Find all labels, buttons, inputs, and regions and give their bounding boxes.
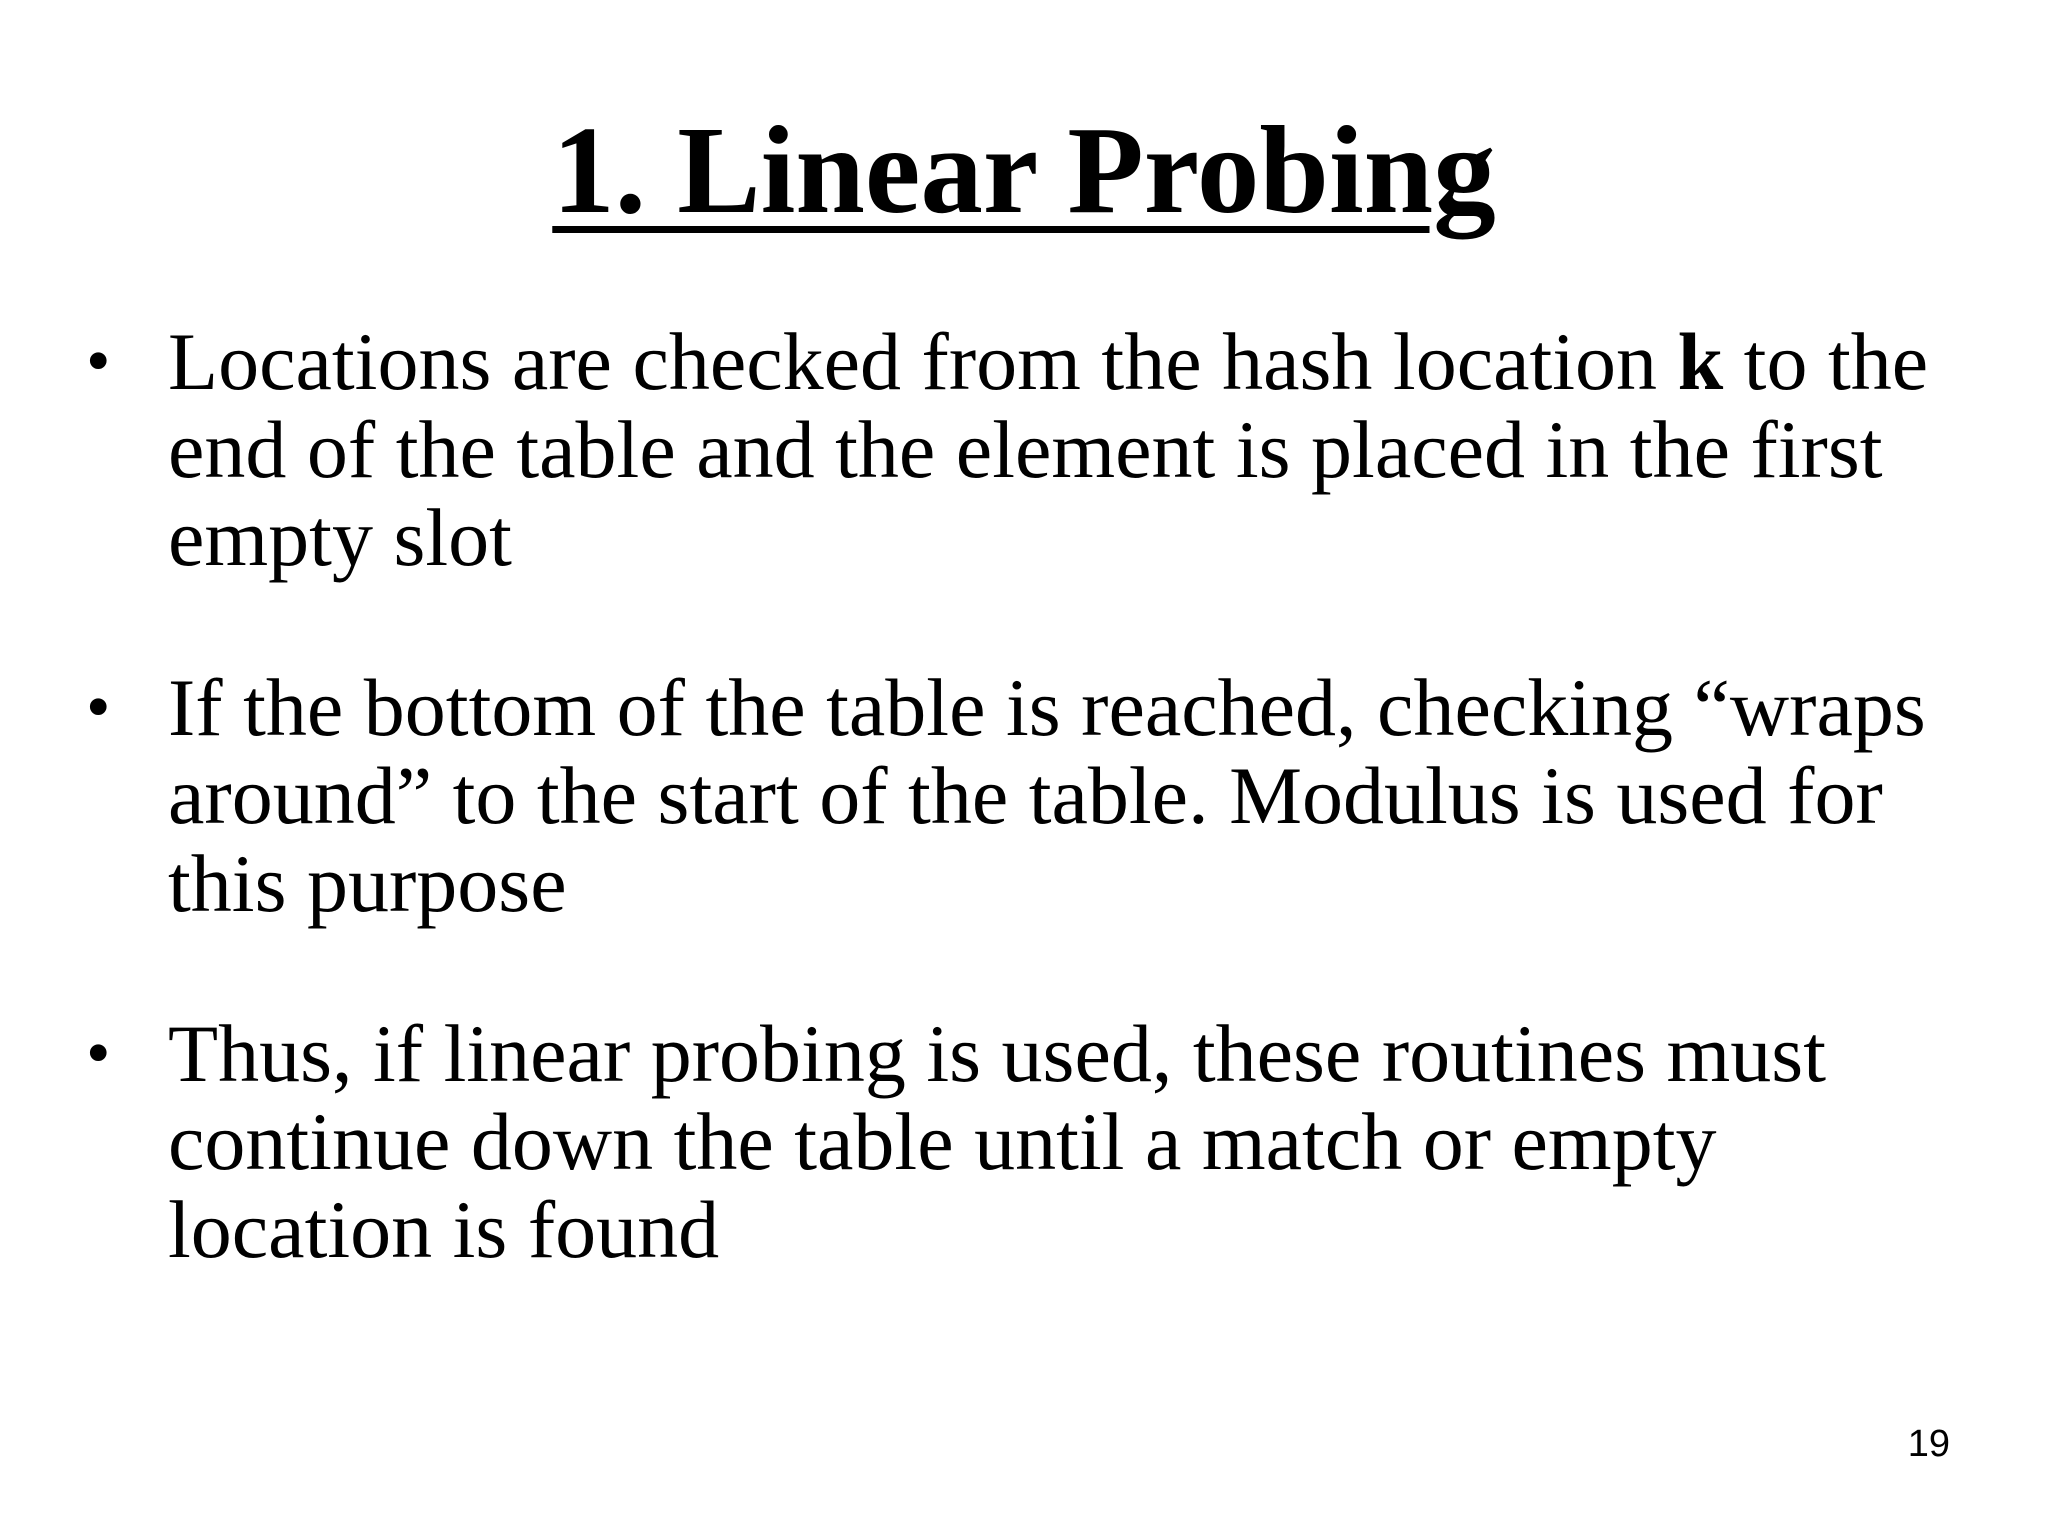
slide-title: 1. Linear Probing <box>552 102 1496 240</box>
bullet-list <box>0 318 2048 1274</box>
bullet-text-before-bold: Locations are checked from the hash location <box>168 316 1678 407</box>
bullet-item-hash-location <box>0 318 1988 582</box>
bullet-text-wrap-around: If the bottom of the table is reached, checking “wraps around” to the start of the table. Modulus is used for this purpose <box>168 662 1926 929</box>
bullet-icon: • <box>86 323 111 400</box>
bullet-icon: • <box>86 1015 111 1092</box>
bullet-text-after-bold: to the end of the table and the element is placed in the first empty slot <box>168 316 1929 583</box>
bullet-bold-k: k <box>1677 316 1724 407</box>
bullet-text-routines: Thus, if linear probing is used, these routines must continue down the table until a match or empty location is found <box>168 1008 1826 1275</box>
bullet-item-wrap-around <box>0 664 1988 928</box>
bullet-item-routines <box>0 1010 1988 1274</box>
bullet-icon: • <box>86 669 111 746</box>
page-number: 19 <box>1907 1423 1950 1465</box>
